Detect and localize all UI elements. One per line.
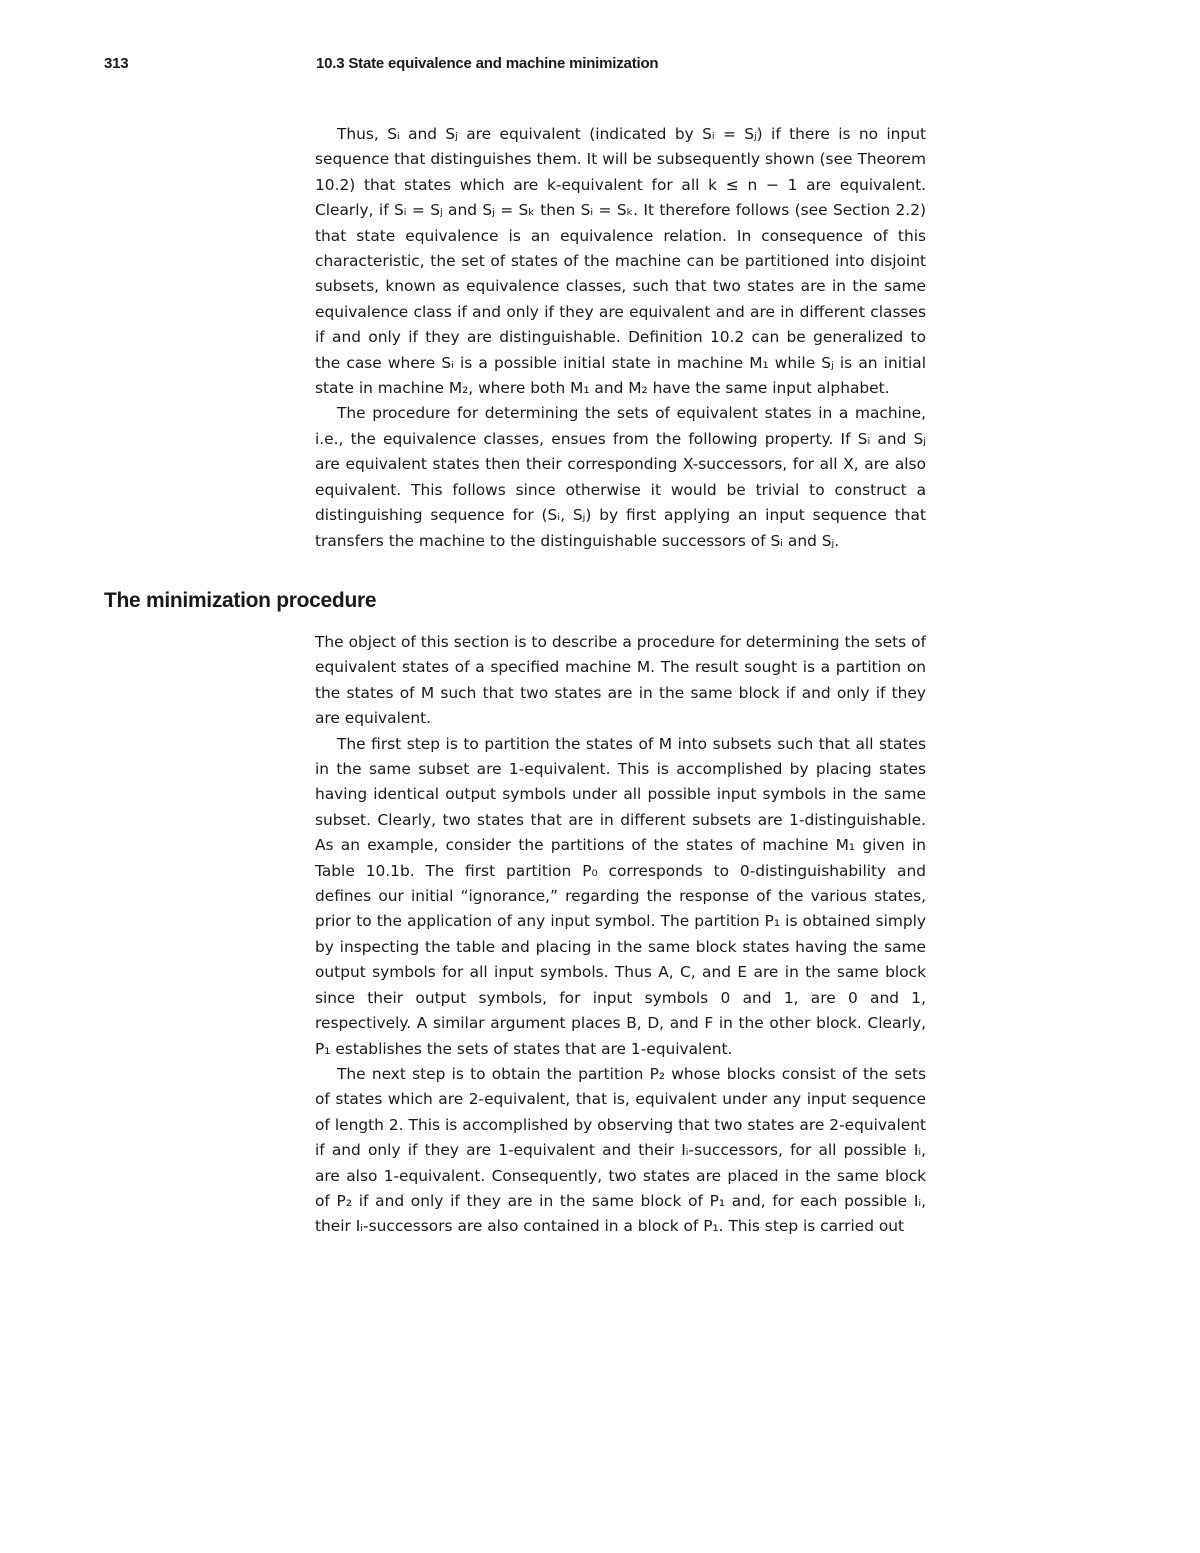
paragraph: The next step is to obtain the partition P₂ whose blocks consist of the sets of states which are 2-equivalent, that is, equivalent under any input sequence of length 2. This is accomplished by observing that two states are 2-equivalent if and only if they are 1-equivalent and their Iᵢ-successors, for all possible Iᵢ, are also 1-equivalent. Consequently, two states are placed in the same block of P₂ if and only if they are in the same block of P₁ and, for each possible Iᵢ, their Iᵢ-successors are also contained in a block of P₁. This step is carried out	[315, 1064, 926, 1236]
intro-text-block	[315, 122, 926, 554]
section-heading: The minimization procedure	[104, 589, 377, 612]
paragraph: Thus, Sᵢ and Sⱼ are equivalent (indicated by Sᵢ = Sⱼ) if there is no input sequence that distinguishes them. It will be subsequently shown (see Theorem 10.2) that states which are k-equivalent for all k ≤ n − 1 are equivalent. Clearly, if Sᵢ = Sⱼ and Sⱼ = Sₖ then Sᵢ = Sₖ. It therefore follows (see Section 2.2) that state equivalence is an equivalence relation. In consequence of this characteristic, the set of states of the machine can be partitioned into disjoint subsets, known as equivalence classes, such that two states are in the same equivalence class if and only if they are equivalent and are in different classes if and only if they are distinguishable. Definition 10.2 can be generalized to the case where Sᵢ is a possible initial state in machine M₁ while Sⱼ is an initial state in machine M₂, where both M₁ and M₂ have the same input alphabet.	[315, 125, 926, 398]
paragraph: The first step is to partition the states of M into subsets such that all states in the same subset are 1-equivalent. This is accomplished by placing states having identical output symbols under all possible input symbols in the same subset. Clearly, two states that are in different subsets are 1-distinguishable. As an example, consider the partitions of the states of machine M₁ given in Table 10.1b. The first partition P₀ corresponds to 0-distinguishability and defines our initial “ignorance,” regarding the response of the various states, prior to the application of any input symbol. The partition P₁ is obtained simply by inspecting the table and placing in the same block states having the same output symbols for all input symbols. Thus A, C, and E are in the same block since their output symbols, for input symbols 0 and 1, are 0 and 1, respectively. A similar argument places B, D, and F in the other block. Clearly, P₁ establishes the sets of states that are 1-equivalent.	[315, 734, 926, 1058]
running-head	[104, 55, 1104, 79]
paragraph: The procedure for determining the sets of equivalent states in a machine, i.e., the equivalence classes, ensues from the following property. If Sᵢ and Sⱼ are equivalent states then their corresponding X-successors, for all X, are also equivalent. This follows since otherwise it would be trivial to construct a distinguishing sequence for (Sᵢ, Sⱼ) by first applying an input sequence that transfers the machine to the distinguishable successors of Sᵢ and Sⱼ.	[315, 404, 926, 550]
paragraph: The object of this section is to describe a procedure for determining the sets of equivalent states of a specified machine M. The result sought is a partition on the states of M such that two states are in the same block if and only if they are equivalent.	[315, 633, 926, 728]
page-number: 313	[104, 55, 129, 72]
section-text-block	[315, 630, 926, 1240]
chapter-title: 10.3 State equivalence and machine minimization	[316, 55, 659, 72]
